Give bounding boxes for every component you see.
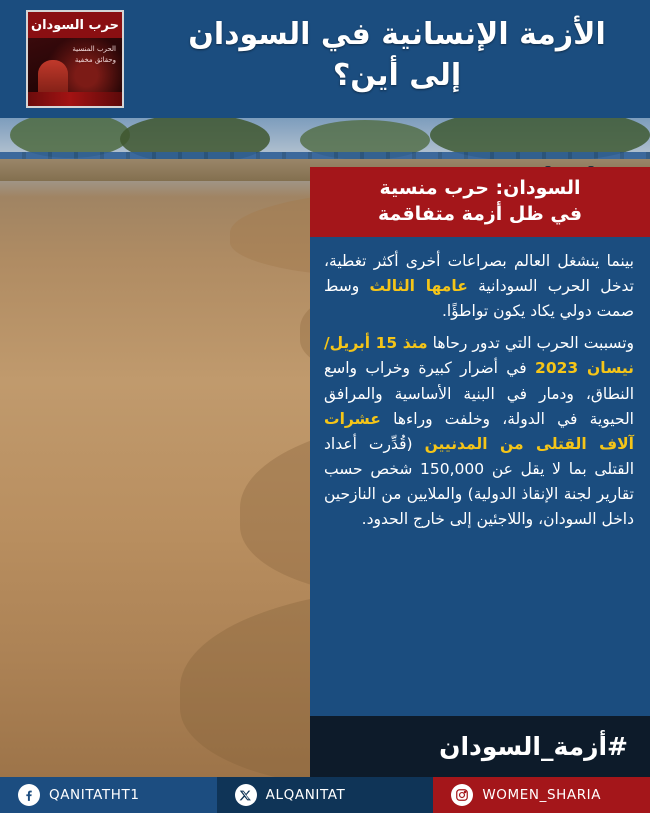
- paragraph-1-post: وسط صمت دولي يكاد يكون تواطؤًا.: [324, 277, 634, 321]
- x-handle: ALQANITAT: [265, 787, 346, 803]
- page-title: [162, 14, 632, 97]
- footer-social-bar: [0, 777, 650, 813]
- subtitle-line-2: في ظل أزمة متفاقمة: [377, 203, 583, 225]
- paragraph-2-post: (قُدِّرت أعداد القتلى بما لا يقل عن 150,000 شخص حسب تقارير لجنة الإنقاذ الدولية) والملايين من النازحين داخل السودان، واللاجئين إلى خارج الحدود.: [324, 434, 634, 529]
- footer-account-x[interactable]: [217, 777, 434, 813]
- footer-account-instagram[interactable]: [433, 777, 650, 813]
- hashtag-label: #أزمة_السودان: [439, 732, 628, 761]
- instagram-handle: WOMEN_SHARIA: [482, 787, 602, 803]
- footer-account-facebook[interactable]: [0, 777, 217, 813]
- article-body: [310, 237, 650, 716]
- paragraph-2-mid: في أضرار كبيرة وخراب واسع النطاق، ودمار في البنية الأساسية والمرافق الحيوية في الدولة، وخلفت وراءها: [324, 359, 634, 428]
- paragraph-1: [324, 249, 634, 324]
- paragraph-1-pre: بينما ينشغل العالم بصراعات أخرى أكثر تغطية، تدخل الحرب السودانية: [324, 252, 634, 296]
- page-title-line-2: إلى أين؟: [332, 58, 462, 94]
- paragraph-2: [324, 331, 634, 532]
- page-title-line-1: الأزمة الإنسانية في السودان: [188, 17, 606, 52]
- header: [0, 0, 650, 118]
- facebook-handle: QANITATHT1: [49, 787, 140, 803]
- facebook-icon: [18, 784, 40, 806]
- x-twitter-icon: [235, 784, 257, 806]
- photo-blue-fence: [0, 152, 650, 159]
- paragraph-2-highlight-casualties: عشرات آلاف القتلى من المدنيين: [324, 409, 634, 453]
- paragraph-2-pre: وتسببت الحرب التي تدور رحاها: [427, 334, 634, 353]
- instagram-icon: [451, 784, 473, 806]
- logo-title: حرب السودان: [28, 12, 122, 38]
- subtitle-line-1: السودان: حرب منسية: [379, 177, 581, 200]
- subtitle-banner: [310, 167, 650, 237]
- logo-side-text: الحرب المنسية وحقائق مخفية: [72, 45, 116, 64]
- sudan-war-logo: [26, 10, 124, 108]
- hashtag-banner: [310, 716, 650, 777]
- logo-artwork: [28, 38, 122, 106]
- paragraph-1-highlight: عامها الثالث: [369, 277, 468, 296]
- paragraph-2-highlight-date: منذ 15 أبريل/ نيسان 2023: [324, 334, 634, 378]
- logo-blood-splash: [28, 92, 122, 106]
